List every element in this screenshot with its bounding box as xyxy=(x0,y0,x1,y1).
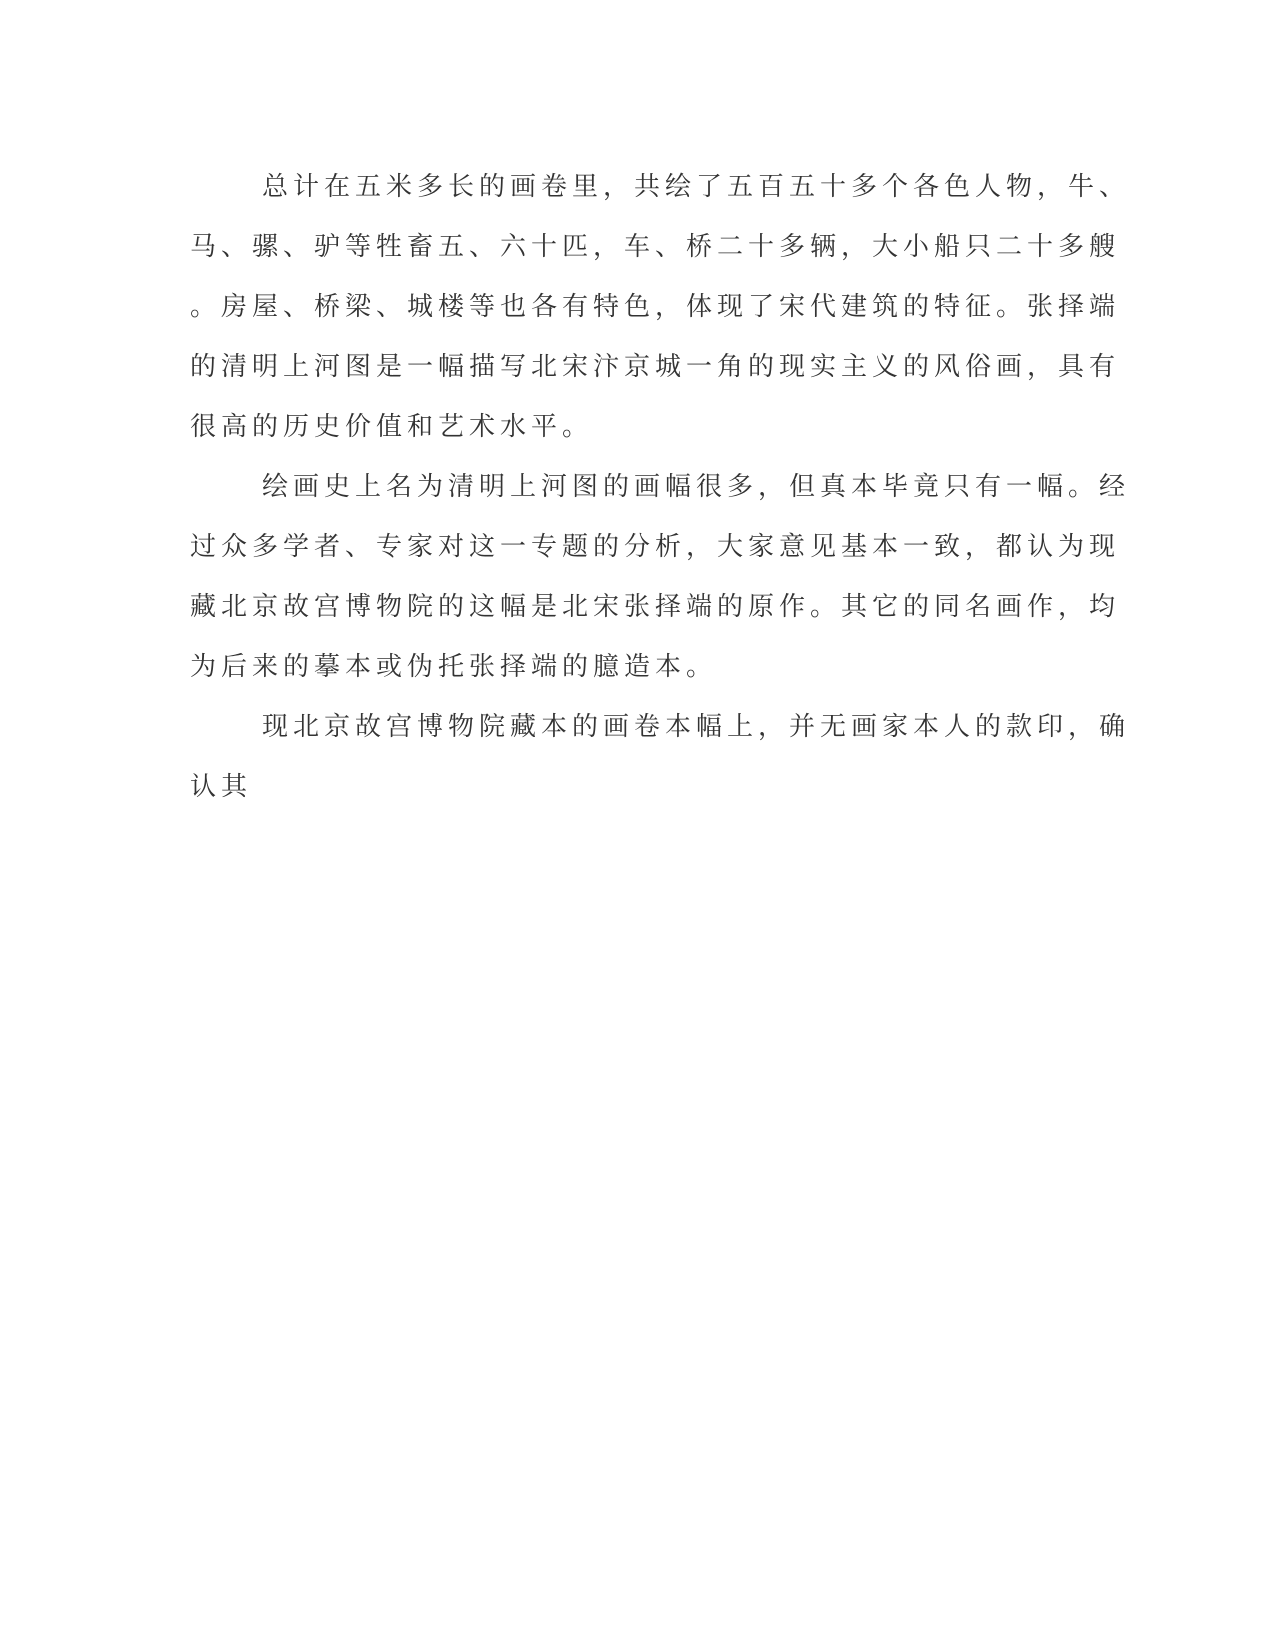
paragraph-line: 很高的历史价值和艺术水平。 xyxy=(190,412,594,442)
paragraph-line: 为后来的摹本或伪托张择端的臆造本。 xyxy=(190,652,718,682)
paragraph-line: 过众多学者、专家对这一专题的分析，大家意见基本一致，都认为现 xyxy=(190,532,1121,562)
paragraph-line: 总计在五米多长的画卷里，共绘了五百五十多个各色人物，牛、 xyxy=(262,172,1131,202)
paragraph-line: 绘画史上名为清明上河图的画幅很多，但真本毕竟只有一幅。经 xyxy=(262,472,1131,502)
paragraph-line: 。房屋、桥梁、城楼等也各有特色，体现了宋代建筑的特征。张择端 xyxy=(190,292,1121,322)
document-body xyxy=(190,168,1131,828)
paragraph-2 xyxy=(190,468,1131,686)
paragraph-line: 马、骡、驴等牲畜五、六十匹，车、桥二十多辆，大小船只二十多艘 xyxy=(190,232,1121,262)
paragraph-line: 认其 xyxy=(190,772,253,802)
paragraph-1 xyxy=(190,168,1131,446)
paragraph-line: 藏北京故宫博物院的这幅是北宋张择端的原作。其它的同名画作，均 xyxy=(190,592,1121,622)
paragraph-line: 现北京故宫博物院藏本的画卷本幅上，并无画家本人的款印，确 xyxy=(262,712,1131,742)
paragraph-line: 的清明上河图是一幅描写北宋汴京城一角的现实主义的风俗画，具有 xyxy=(190,352,1121,382)
paragraph-3 xyxy=(190,708,1131,806)
